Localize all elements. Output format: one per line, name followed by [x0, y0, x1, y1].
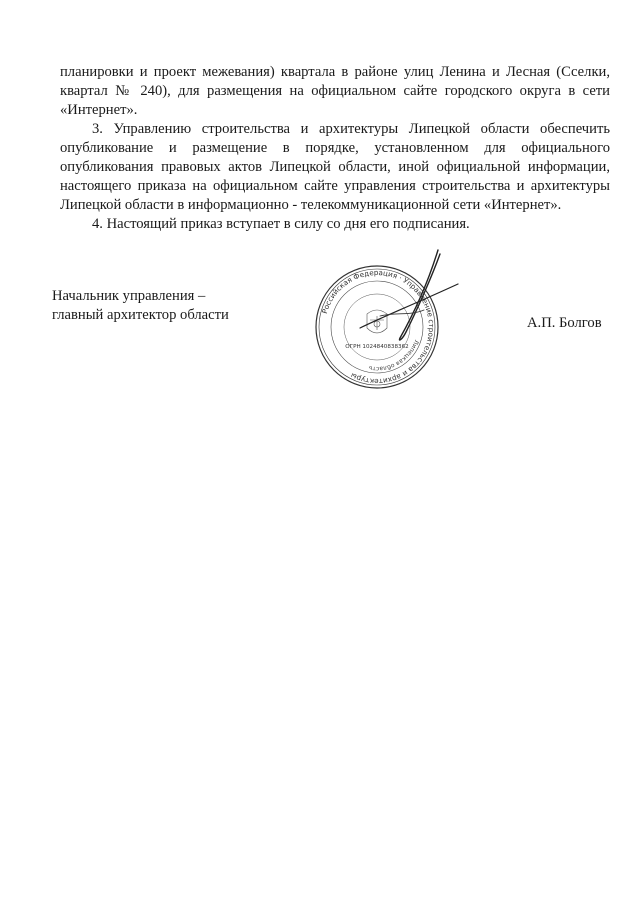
svg-text:ОГРН 1024840838362: ОГРН 1024840838362	[345, 344, 409, 350]
handwritten-signature	[340, 246, 470, 356]
document-body	[60, 63, 610, 234]
signatory-position	[52, 287, 229, 325]
svg-text:Липецкая область: Липецкая область	[368, 338, 420, 373]
paragraph-continuation: планировки и проект межевания) квартала в районе улиц Ленина и Лесная (Сселки, квартал № 240), для размещения на официальном сайте городского округа в сети «Интернет».	[60, 64, 610, 118]
svg-text:Российская Федерация · Управле: Российская Федерация · Управление строительства и архитектуры	[319, 267, 437, 387]
paragraph-4: 4. Настоящий приказ вступает в силу со дня его подписания.	[92, 216, 470, 232]
paragraph-3: 3. Управлению строительства и архитектуры Липецкой области обеспечить опубликование и размещение в порядке, установленном для официального опубликования правовых актов Липецкой области, иной официальной информации, настоящего приказа на официальном сайте управления строительства и архитектуры Липецкой области в информационно - телекоммуникационной сети «Интернет».	[60, 121, 610, 213]
signatory-name: А.П. Болгов	[527, 315, 602, 331]
signatory-position-line2: главный архитектор области	[52, 307, 229, 323]
signatory-position-line1: Начальник управления –	[52, 288, 206, 304]
